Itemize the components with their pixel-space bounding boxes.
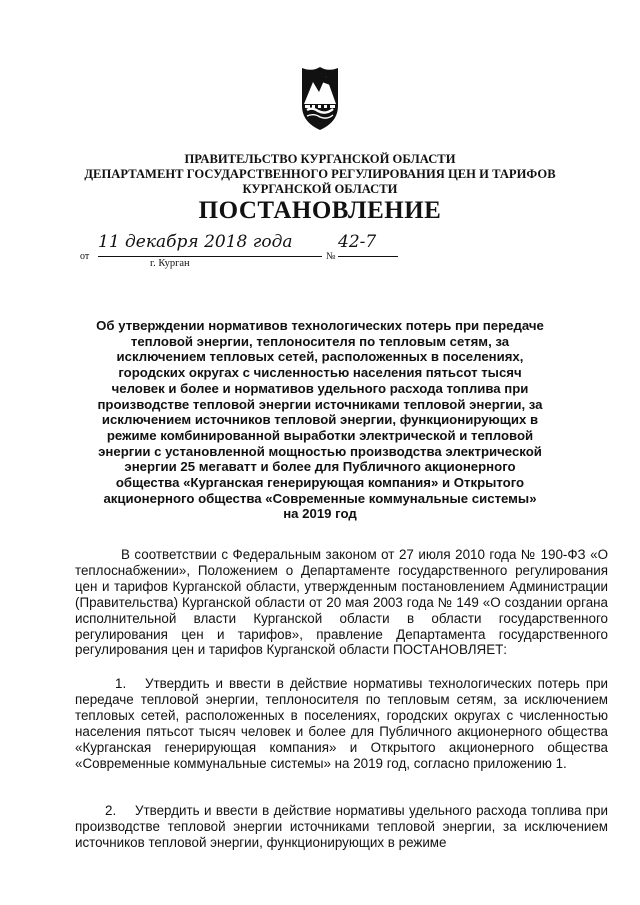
header-government: ПРАВИТЕЛЬСТВО КУРГАНСКОЙ ОБЛАСТИ	[184, 152, 456, 166]
number-sign: №	[326, 251, 336, 262]
handwritten-number: 42-7	[338, 232, 398, 257]
city-label: г. Курган	[150, 258, 190, 269]
header-department: ДЕПАРТАМЕНТ ГОСУДАРСТВЕННОГО РЕГУЛИРОВАНИЯ ЦЕН И ТАРИФОВ	[84, 167, 556, 181]
preamble-text: В соответствии с Федеральным законом от 27 июля 2010 года № 190-ФЗ «О теплоснабжении», Положением о Департаменте государственного регулирования цен и тарифов Курганской области, утвержденным постановлением Администрации (Правительства) Курганской области от 20 мая 2003 года № 149 «О создании органа исполнительной власти Курганской области в области государственного регулирования цен и тарифов», правление Департамента государственного регулирования цен и тарифов Курганской области ПОСТАНОВЛЯЕТ:	[75, 547, 608, 658]
item-1-paragraph	[75, 676, 608, 771]
item-2-text: Утвердить и ввести в действие нормативы удельного расхода топлива при производстве тепловой энергии источниками тепловой энергии, за исключением источников тепловой энергии, функционирующих в режиме	[75, 803, 608, 850]
item-2-number: 2.	[105, 803, 117, 818]
preamble-paragraph	[75, 547, 608, 658]
item-1-number: 1.	[115, 676, 127, 691]
kurgan-coat-of-arms-icon	[298, 58, 342, 134]
item-2-paragraph	[75, 803, 608, 851]
document-subject: Об утверждении нормативов технологических потерь при передаче тепловой энергии, теплоносителя по тепловым сетям, за исключением тепловых сетей, расположенных в поселениях, городских округах с численностью населения пятьсот тысяч человек и более и нормативов удельного расхода топлива при производстве тепловой энергии источниками тепловой энергии, за исключением источников тепловой энергии, функционирующих в режиме комбинированной выработки электрической и тепловой энергии с установленной мощностью производства электрической энергии 25 мегаватт и более для Публичного акционерного общества «Курганская генерирующая компания» и Открытого акционерного общества «Современные коммунальные системы» на 2019 год	[96, 318, 544, 522]
item-1-text: Утвердить и ввести в действие нормативы технологических потерь при передаче тепловой энергии, теплоносителя по тепловым сетям, за исключением тепловых сетей, расположенных в поселениях, городских округах с численностью населения пятьсот тысяч человек и более для Публичного акционерного общества «Курганская генерирующая компания» и Открытого акционерного общества «Современные коммунальные системы» на 2019 год, согласно приложению 1.	[75, 676, 608, 771]
handwritten-date: 11 декабря 2018 года	[98, 232, 322, 257]
date-prefix: от	[80, 251, 90, 262]
header-region: КУРГАНСКОЙ ОБЛАСТИ	[242, 182, 398, 196]
date-number-line	[66, 232, 377, 264]
document-type-title: ПОСТАНОВЛЕНИЕ	[198, 197, 442, 224]
